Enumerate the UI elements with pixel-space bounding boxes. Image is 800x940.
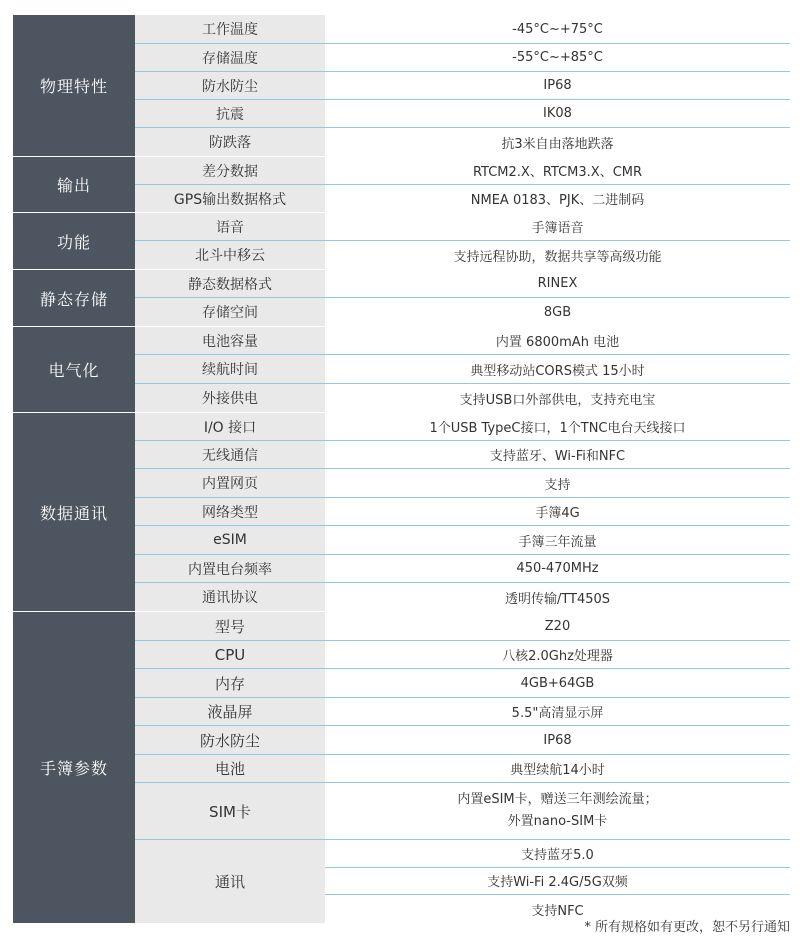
spec-value: RTCM2.X、RTCM3.X、CMR xyxy=(325,157,790,184)
spec-label: SIM卡 xyxy=(135,783,325,839)
spec-table xyxy=(13,15,790,924)
spec-value xyxy=(325,783,790,839)
spec-label: 液晶屏 xyxy=(135,698,325,725)
spec-value: 手簿三年流量 xyxy=(325,526,790,554)
spec-row xyxy=(135,157,790,185)
spec-row xyxy=(135,355,790,384)
footer-note: * 所有规格如有更改，恕不另行通知 xyxy=(584,920,790,935)
spec-value: 八核2.0Ghz处理器 xyxy=(325,641,790,668)
spec-value: 手簿4G xyxy=(325,498,790,525)
spec-label: 内置电台频率 xyxy=(135,555,325,582)
spec-group xyxy=(13,157,790,213)
spec-label: 网络类型 xyxy=(135,498,325,525)
spec-sub-value: 支持蓝牙5.0 xyxy=(325,840,790,868)
spec-value: 内置 6800mAh 电池 xyxy=(325,327,790,354)
spec-value: 支持USB口外部供电，支持充电宝 xyxy=(325,384,790,412)
category-label: 静态存储 xyxy=(13,270,135,326)
spec-row xyxy=(135,15,790,44)
spec-row xyxy=(135,726,790,755)
spec-row xyxy=(135,241,790,269)
spec-row xyxy=(135,526,790,555)
spec-value: 典型续航14小时 xyxy=(325,755,790,782)
spec-value: 典型移动站CORS模式 15小时 xyxy=(325,355,790,383)
spec-label: 静态数据格式 xyxy=(135,270,325,297)
spec-value: RINEX xyxy=(325,270,790,297)
spec-row xyxy=(135,698,790,726)
spec-value: IK08 xyxy=(325,100,790,127)
spec-group xyxy=(13,413,790,612)
spec-row xyxy=(135,185,790,212)
spec-row xyxy=(135,128,790,156)
spec-group xyxy=(13,15,790,157)
spec-label: 通讯 xyxy=(135,840,325,923)
spec-label: 电池容量 xyxy=(135,327,325,354)
spec-row xyxy=(135,669,790,698)
spec-value: 支持远程协助，数据共享等高级功能 xyxy=(325,241,790,269)
spec-value: IP68 xyxy=(325,72,790,99)
spec-label: 差分数据 xyxy=(135,157,325,184)
spec-label: 存储空间 xyxy=(135,298,325,326)
spec-label: 型号 xyxy=(135,612,325,640)
spec-label: 内置网页 xyxy=(135,469,325,497)
spec-row xyxy=(135,44,790,72)
spec-value: 手簿语音 xyxy=(325,213,790,240)
spec-value: NMEA 0183、PJK、二进制码 xyxy=(325,185,790,212)
spec-label: 北斗中移云 xyxy=(135,241,325,269)
spec-value: 4GB+64GB xyxy=(325,669,790,697)
spec-value: -45°C~+75°C xyxy=(325,15,790,43)
spec-row xyxy=(135,583,790,611)
spec-row xyxy=(135,783,790,840)
spec-group xyxy=(13,327,790,413)
spec-row xyxy=(135,213,790,241)
spec-label: 抗震 xyxy=(135,100,325,127)
spec-row xyxy=(135,469,790,498)
category-label: 物理特性 xyxy=(13,15,135,156)
spec-label: 工作温度 xyxy=(135,15,325,43)
spec-label: eSIM xyxy=(135,526,325,554)
spec-label: 存储温度 xyxy=(135,44,325,71)
spec-value-line: 外置nano-SIM卡 xyxy=(507,814,608,829)
spec-value: 抗3米自由落地跌落 xyxy=(325,128,790,156)
spec-value: 8GB xyxy=(325,298,790,326)
spec-row xyxy=(135,327,790,355)
spec-value: 5.5"高清显示屏 xyxy=(325,698,790,725)
spec-label: I/O 接口 xyxy=(135,413,325,440)
spec-row xyxy=(135,755,790,783)
spec-label: GPS输出数据格式 xyxy=(135,185,325,212)
spec-value: 支持 xyxy=(325,469,790,497)
spec-label: 语音 xyxy=(135,213,325,240)
spec-value: 透明传输/TT450S xyxy=(325,583,790,611)
category-label: 数据通讯 xyxy=(13,413,135,611)
spec-row xyxy=(135,555,790,583)
spec-row xyxy=(135,612,790,641)
spec-row xyxy=(135,384,790,412)
spec-label: 防水防尘 xyxy=(135,72,325,99)
spec-value-line: 内置eSIM卡，赠送三年测绘流量； xyxy=(457,792,658,807)
spec-row xyxy=(135,72,790,100)
spec-label: 外接供电 xyxy=(135,384,325,412)
spec-label: 无线通信 xyxy=(135,441,325,468)
spec-group xyxy=(13,213,790,270)
spec-label: 通讯协议 xyxy=(135,583,325,611)
spec-row xyxy=(135,840,790,923)
spec-value: -55°C~+85°C xyxy=(325,44,790,71)
spec-value: Z20 xyxy=(325,612,790,640)
category-label: 手簿参数 xyxy=(13,612,135,923)
spec-value: 支持蓝牙、Wi-Fi和NFC xyxy=(325,441,790,468)
spec-row xyxy=(135,413,790,441)
category-label: 电气化 xyxy=(13,327,135,412)
spec-label: 防跌落 xyxy=(135,128,325,156)
spec-value: 1个USB TypeC接口，1个TNC电台天线接口 xyxy=(325,413,790,440)
spec-row xyxy=(135,100,790,128)
spec-row xyxy=(135,441,790,469)
spec-value: 450-470MHz xyxy=(325,555,790,582)
spec-group xyxy=(13,270,790,327)
spec-label: CPU xyxy=(135,641,325,668)
spec-row xyxy=(135,298,790,326)
spec-row xyxy=(135,498,790,526)
spec-value: IP68 xyxy=(325,726,790,754)
spec-label: 续航时间 xyxy=(135,355,325,383)
spec-value xyxy=(325,840,790,923)
spec-label: 电池 xyxy=(135,755,325,782)
category-label: 功能 xyxy=(13,213,135,269)
spec-row xyxy=(135,270,790,298)
spec-row xyxy=(135,641,790,669)
spec-label: 内存 xyxy=(135,669,325,697)
spec-sub-value: 支持NFC xyxy=(531,903,584,919)
category-label: 输出 xyxy=(13,157,135,212)
spec-group xyxy=(13,612,790,924)
spec-sub-value: 支持Wi-Fi 2.4G/5G双频 xyxy=(325,868,790,896)
spec-label: 防水防尘 xyxy=(135,726,325,754)
